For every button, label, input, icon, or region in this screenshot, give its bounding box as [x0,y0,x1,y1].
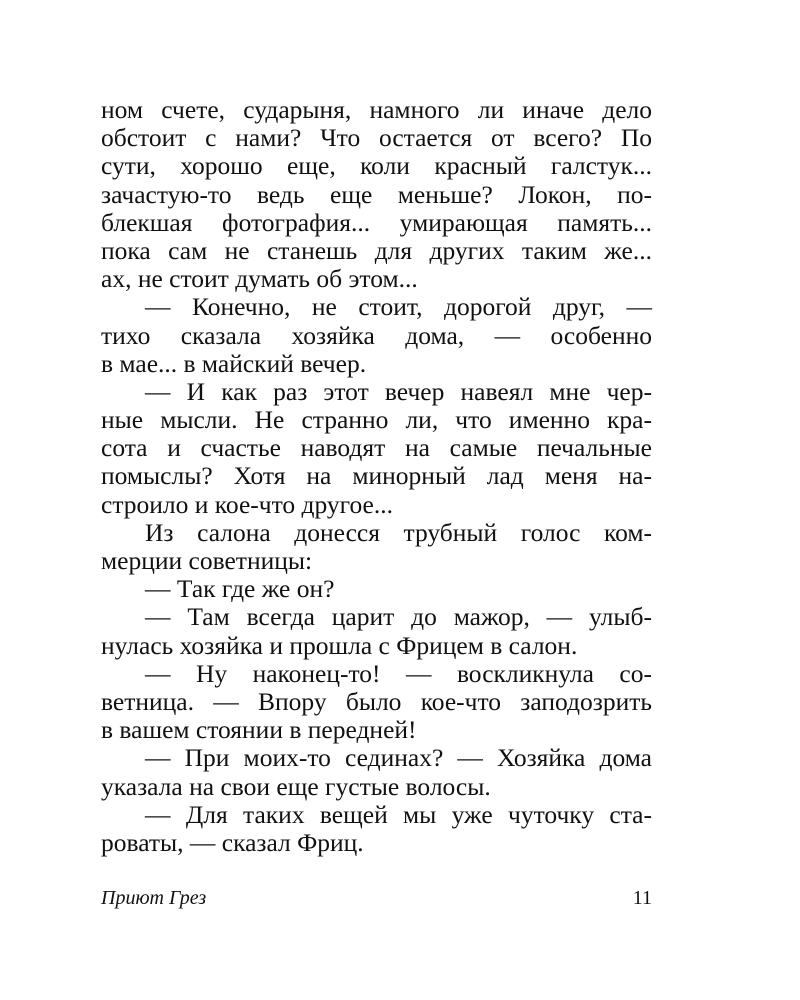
running-title: Приют Грез [101,887,207,909]
text-line: — При моих-то сединах? — Хозяйка дома [145,743,652,773]
text-line: сота и счастье наводят на самые печальные [101,433,652,463]
text-line: ветница. — Впору было кое-что заподозрить [101,686,652,716]
text-line: ном счете, сударыня, намного ли иначе дело [101,95,652,124]
text-line: в вашем стоянии в передней! [101,715,417,745]
text-line: ах, не стоит думать об этом... [101,264,418,294]
text-line: роваты, — сказал Фриц. [101,827,364,857]
text-line: помыслы? Хотя на минорный лад меня на- [101,461,652,491]
text-line: строило и кое-что другое... [101,489,393,519]
text-line: блекшая фотография... умирающая память... [101,207,652,237]
text-line: сути, хорошо еще, коли красный галстук... [101,151,652,181]
text-line: — Для таких вещей мы уже чуточку ста- [145,799,652,829]
text-line: — Так где же он? [145,574,335,604]
text-line: — Ну наконец-то! — воскликнула со- [145,658,652,688]
page-body-text [101,96,652,857]
text-line: тихо сказала хозяйка дома, — особенно [101,320,652,350]
text-line: ные мысли. Не странно ли, что именно кра- [101,405,652,435]
text-line: — Там всегда царит до мажор, — улыб- [145,602,652,632]
text-line: зачастую-то ведь еще меньше? Локон, по- [101,179,652,209]
text-line: Из салона донесся трубный голос ком- [145,517,652,547]
page-number: 11 [632,887,652,909]
page-footer [101,885,652,911]
text-line: — Конечно, не стоит, дорогой друг, — [145,292,652,322]
text-line: указала на свои еще густые волосы. [101,771,491,801]
text-line: — И как раз этот вечер навеял мне чер- [145,376,652,406]
text-line: нулась хозяйка и прошла с Фрицем в салон. [101,630,578,660]
text-line: обстоит с нами? Что остается от всего? По [101,123,652,153]
text-line: в мае... в майский вечер. [101,348,367,378]
text-line: пока сам не станешь для других таким же... [101,235,652,265]
text-line: мерции советницы: [101,546,313,575]
